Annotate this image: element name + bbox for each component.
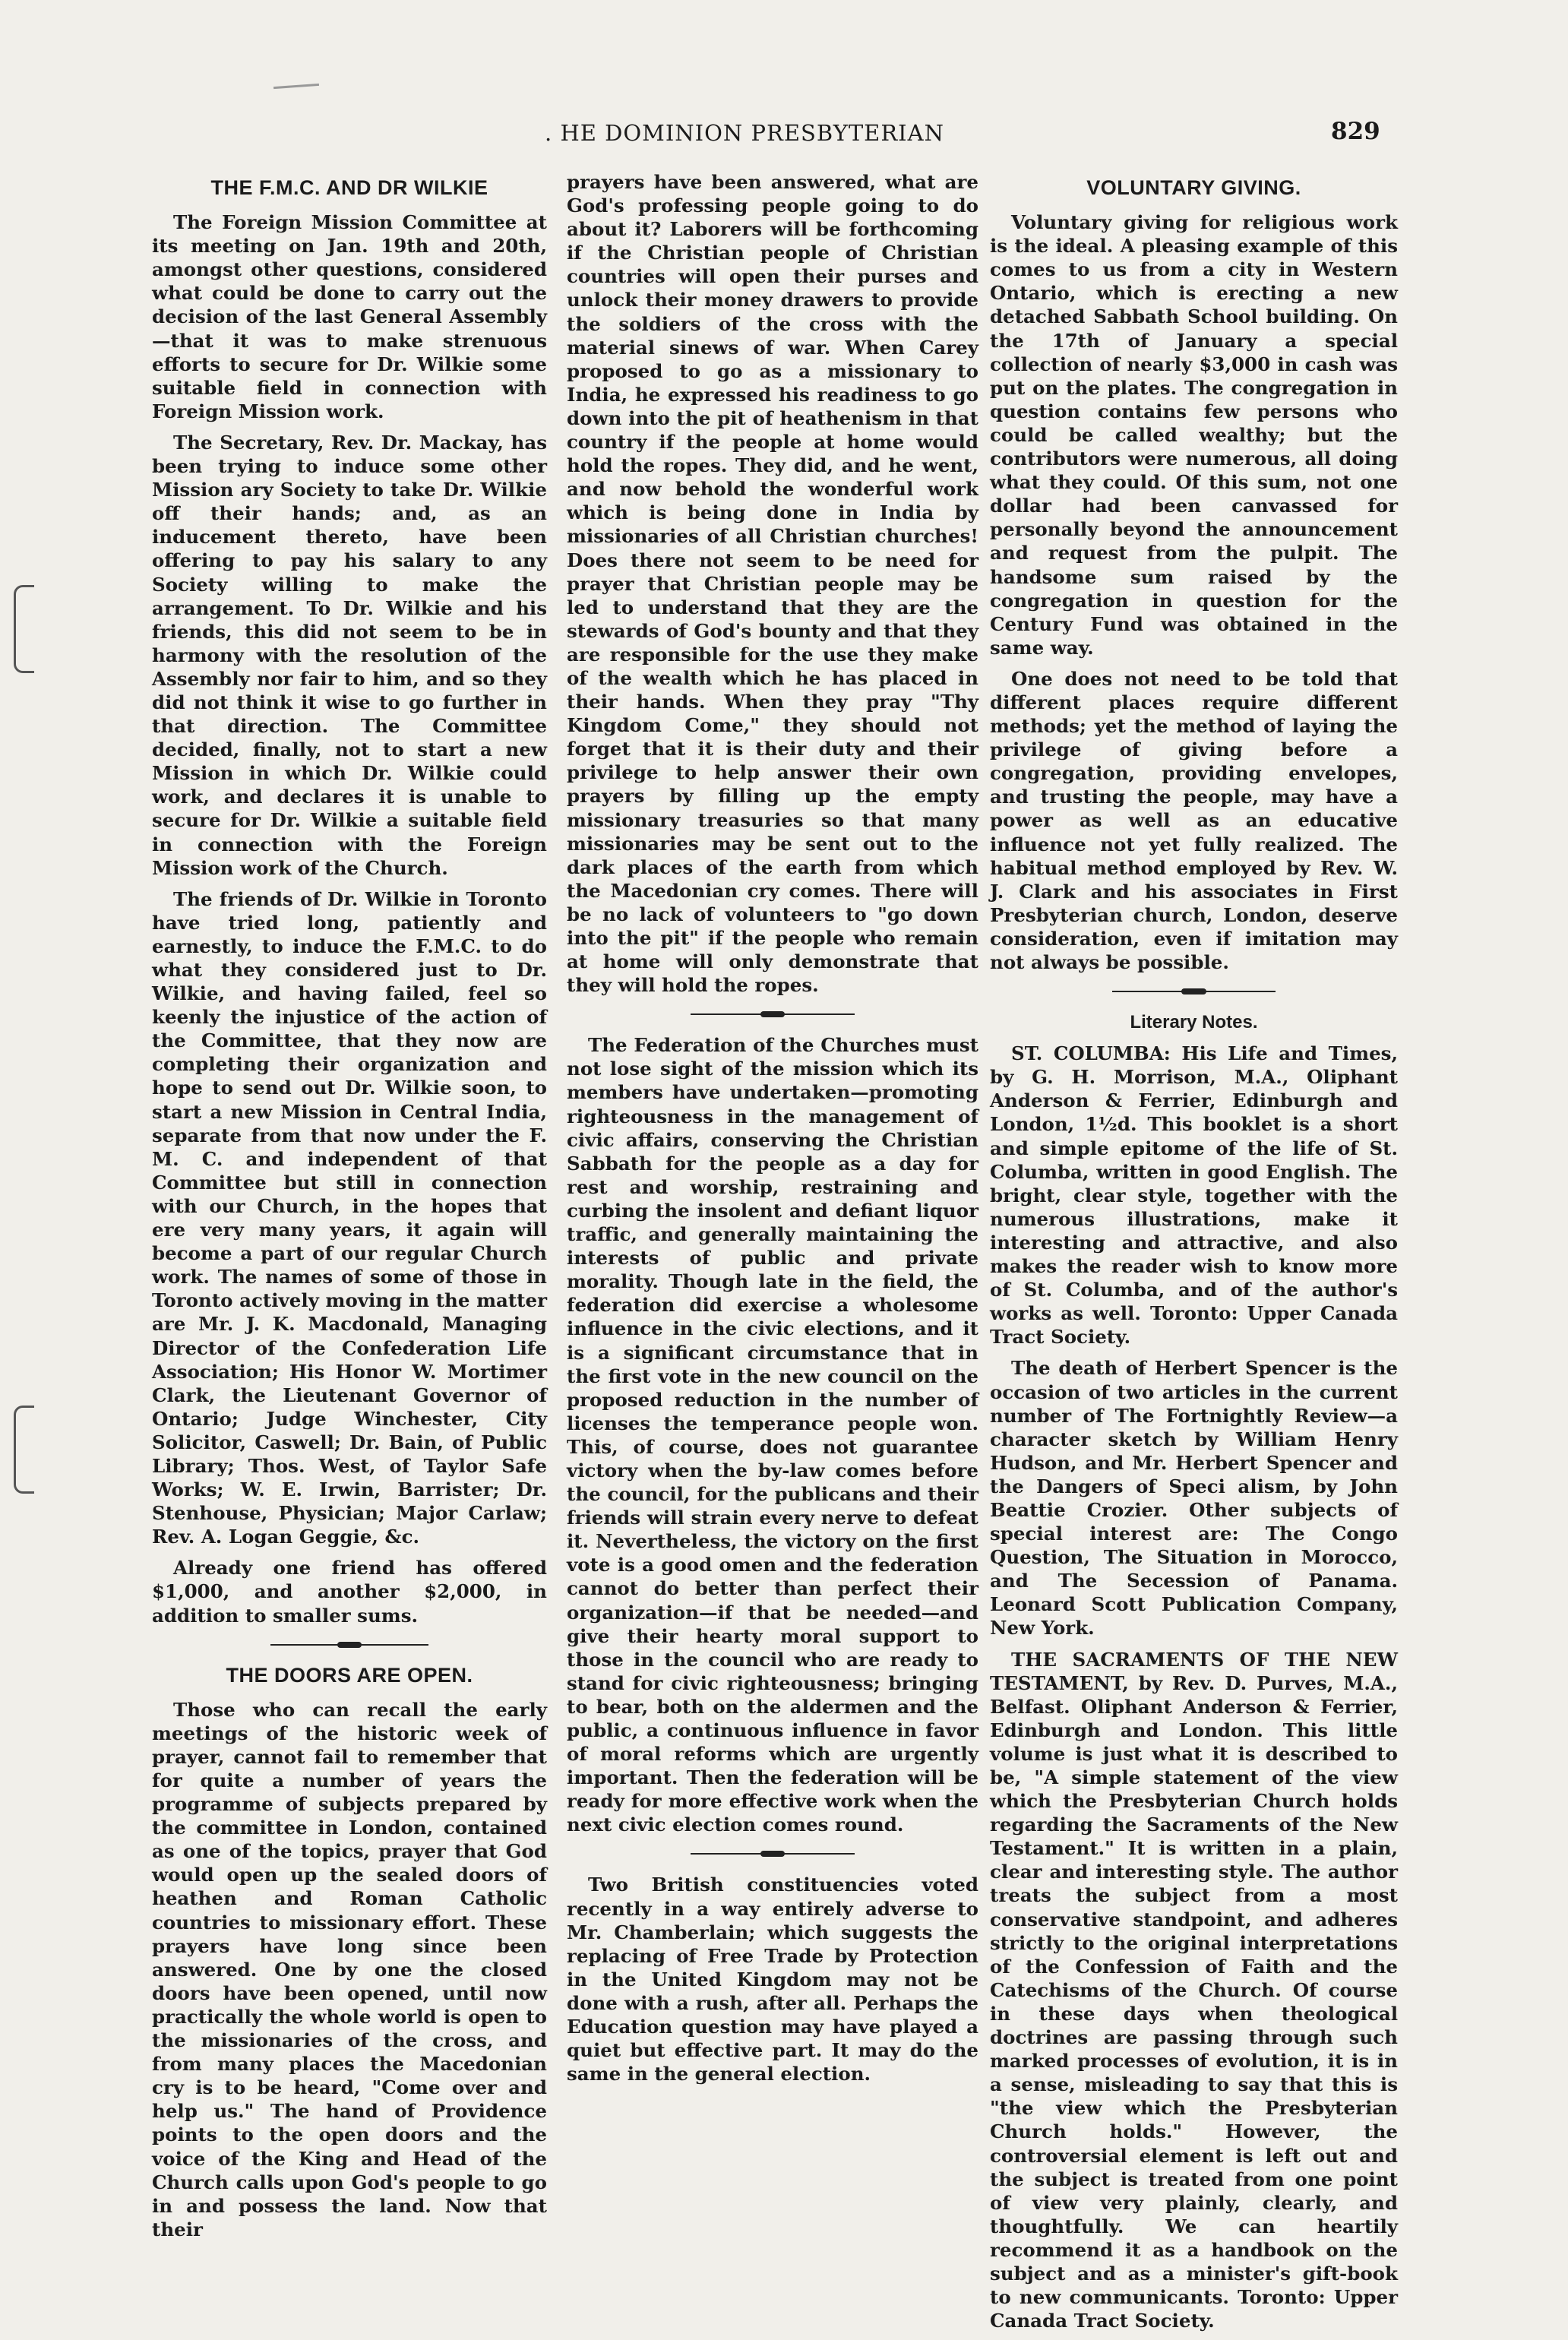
article-paragraph: The friends of Dr. Wilkie in Toronto have tried long, patiently and earnestly, to induce the F.M.C. to do what they considered just to Dr. Wilkie, and having failed, feel so keenly the injustice of the action of the Committee, that they now are completing their organization and hope to send out Dr. Wilkie soon, to start a new Mission in Central India, separate from that now under the F. M. C. and independent of that Committee but still in connection with our Church, in the hopes that ere very many years, it again will become a part of our regular Church work. The names of some of those in Toronto actively moving in the matter are Mr. J. K. Macdonald, Managing Director of the Confederation Life Association; His Honor W. Mortimer Clark, the Lieutenant Governor of Ontario; Judge Winchester, City Solicitor, Caswell; Dr. Bain, of Public Library; Thos. West, of Taylor Safe Works; W. E. Irwin, Barrister; Dr. Stenhouse, Physician; Major Carlaw; Rev. A. Logan Geggie, &c. bbox=[152, 887, 547, 1548]
section-divider bbox=[567, 1845, 978, 1862]
article-paragraph: Two British constituencies voted recently in a way entirely adverse to Mr. Chamberlain; which suggests the replacing of Free Trade by Protection in the United Kingdom may not be done with a rush, after all. Perhaps the Education question may have played a quiet but effective part. It may do the same in the general election. bbox=[567, 1874, 978, 2085]
section-divider bbox=[990, 983, 1398, 1000]
article-paragraph: The Secretary, Rev. Dr. Mackay, has been trying to induce some other Mission ary Society to take Dr. Wilkie off their hands; and, as an inducement thereto, have been offering to pay his salary to any Society willing to make the arrangement. To Dr. Wilkie and his friends, this did not seem to be in harmony with the resolution of the Assembly nor fair to him, and so they did not think it wise to go further in that direction. The Committee decided, finally, not to start a new Mission in which Dr. Wilkie could work, and declares it is unable to secure for Dr. Wilkie a suitable field in connection with the Foreign Mission work of the Church. bbox=[152, 431, 547, 879]
article-paragraph: ST. COLUMBA: His Life and Times, by G. H. Morrison, M.A., Oliphant Anderson & Ferrier, Edinburgh and London, 1½d. This booklet is a short and simple epitome of the life of St. Columba, written in good English. The bright, clear style, together with the numerous illustrations, make it interesting and attractive, and also makes the reader wish to know more of St. Columba, and of the author's works as well. Toronto: Upper Canada Tract Society. bbox=[990, 1042, 1398, 1349]
article-title-literary: Literary Notes. bbox=[1130, 1012, 1258, 1033]
article-title-doors: THE DOORS ARE OPEN. bbox=[226, 1663, 473, 1687]
ink-smudge bbox=[273, 84, 319, 89]
column-3 bbox=[990, 170, 1398, 2340]
article-paragraph: Already one friend has offered $1,000, and another $2,000, in addition to smaller sums. bbox=[152, 1557, 547, 1627]
article-paragraph: The Federation of the Churches must not lose sight of the mission which its members have undertaken—promoting righteousness in the management of civic affairs, conserving the Christian Sabbath for the people as a day for rest and worship, restraining and curbing the insolent and defiant liquor traffic, and generally maintaining the interests of public and private morality. Though late in the field, the federation did exercise a wholesome influence in the civic elections, and it is a significant circumstance that in the first vote in the new council on the proposed reduction in the number of licenses the temperance people won. This, of course, does not guarantee victory when the by-law comes before the council, for the publicans and their friends will strain every nerve to defeat it. Nevertheless, the victory on the first vote is a good omen and the federation cannot do better than perfect their organization—if that be needed—and give their hearty moral support to those in the council who are ready to stand for civic righteousness; bringing to bear, both on the aldermen and the public, a continuous influence in favor of moral reforms which are urgently important. Then the federation will be ready for more effective work when the next civic election comes round. bbox=[567, 1034, 978, 1836]
page-number: 829 bbox=[1331, 118, 1380, 145]
section-divider bbox=[567, 1006, 978, 1023]
article-title-voluntary: VOLUNTARY GIVING. bbox=[1086, 176, 1301, 199]
section-divider bbox=[152, 1636, 547, 1653]
binding-hole-icon bbox=[14, 585, 34, 673]
article-paragraph: The Foreign Mission Committee at its meeting on Jan. 19th and 20th, amongst other questions, considered what could be done to carry out the decision of the last General Assembly—that it was to make strenuous efforts to secure for Dr. Wilkie some suitable field in connection with Foreign Mission work. bbox=[152, 211, 547, 422]
column-1 bbox=[152, 170, 547, 2249]
article-paragraph: THE SACRAMENTS OF THE NEW TESTAMENT, by Rev. D. Purves, M.A., Belfast. Oliphant Anderson & Ferrier, Edinburgh and London. This little volume is just what it is described to be, "A simple statement of the view which the Presbyterian Church holds regarding the Sacraments of the New Testament." It is written in a plain, clear and interesting style. The author treats the subject from a most conservative standpoint, and adheres strictly to the original interpretations of the Confession of Faith and the Catechisms of the Church. Of course in these days when theological doctrines are passing through such marked processes of evolution, it is in a sense, misleading to say that this is "the view which the Presbyterian Church holds." However, the controversial element is left out and the subject is treated from one point of view very plainly, clearly, and thoughtfully. We can heartily recommend it as a handbook on the subject and as a minister's gift-book to new communicants. Toronto: Upper Canada Tract Society. bbox=[990, 1648, 1398, 2332]
binding-hole-icon bbox=[14, 1406, 34, 1494]
article-title-fmc: THE F.M.C. AND DR WILKIE bbox=[210, 176, 488, 199]
article-paragraph: The death of Herbert Spencer is the occasion of two articles in the current number of The Fortnightly Review—a character sketch by William Henry Hudson, and Mr. Herbert Spencer and the Dangers of Speci alism, by John Beattie Crozier. Other subjects of special interest are: The Congo Question, The Situation in Morocco, and The Secession of Panama. Leonard Scott Publication Company, New York. bbox=[990, 1357, 1398, 1640]
article-paragraph: One does not need to be told that different places require different methods; yet the method of laying the privilege of giving before a congregation, providing envelopes, and trusting the people, may have a power as well as an educative influence not yet fully realized. The habitual method employed by Rev. W. J. Clark and his associates in First Presbyterian church, London, deserve consideration, even if imitation may not always be possible. bbox=[990, 667, 1398, 973]
column-2 bbox=[567, 170, 978, 2093]
article-paragraph: prayers have been answered, what are God's professing people going to do about it? Laborers will be forthcoming if the Christian people of Christian countries will open their purses and unlock their money drawers to provide the soldiers of the cross with the material sinews of war. When Carey proposed to go as a missionary to India, he expressed his readiness to go down into the pit of heathenism in that country if the people at home would hold the ropes. They did, and he went, and now behold the wonderful work which is being done in India by missionaries of all Christian churches! Does there not seem to be need for prayer that Christian people may be led to understand that they are the stewards of God's bounty and that they are responsible for the use they make of the wealth which he has placed in their hands. When they pray "Thy Kingdom Come," they should not forget that it is their duty and their privilege to help answer their own prayers by filling up the empty missionary treasuries so that many missionaries may be sent out to the dark places of the earth from which the Macedonian cry comes. There will be no lack of volunteers to "go down into the pit" if the people who remain at home will only demonstrate that they will hold the ropes. bbox=[567, 171, 978, 997]
masthead-title: . HE DOMINION PRESBYTERIAN bbox=[545, 120, 944, 146]
article-paragraph: Those who can recall the early meetings of the historic week of prayer, cannot fail to remember that for quite a number of years the programme of subjects prepared by the committee in London, contained as one of the topics, prayer that God would open up the sealed doors of heathen and Roman Catholic countries to missionary effort. These prayers have long since been answered. One by one the closed doors have been opened, until now practically the whole world is open to the missionaries of the cross, and from many places the Macedonian cry is to be heard, "Come over and help us." The hand of Providence points to the open doors and the voice of the King and Head of the Church calls upon God's people to go in and possess the land. Now that their bbox=[152, 1698, 547, 2240]
article-paragraph: Voluntary giving for religious work is the ideal. A pleasing example of this comes to us from a city in Western Ontario, which is erecting a new detached Sabbath School building. On the 17th of January a special collection of nearly $3,000 in cash was put on the plates. The congregation in question contains few persons who could be called wealthy; but the contributors were numerous, all doing what they could. Of this sum, not one dollar had been canvassed for personally beyond the announcement and request from the pulpit. The handsome sum raised by the congregation in question for the Century Fund was obtained in the same way. bbox=[990, 211, 1398, 659]
